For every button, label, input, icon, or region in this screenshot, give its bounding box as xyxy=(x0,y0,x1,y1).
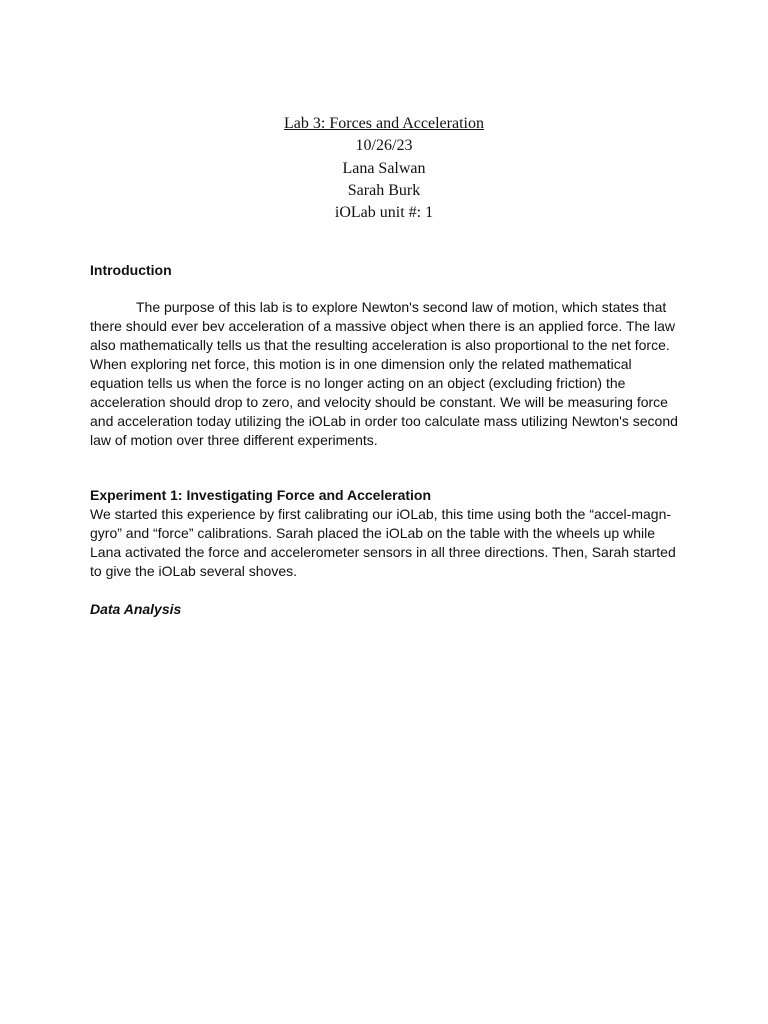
unit-number: iOLab unit #: 1 xyxy=(334,204,434,222)
title-block xyxy=(0,113,768,224)
document-date: 10/26/23 xyxy=(355,137,413,155)
author-name: Lana Salwan xyxy=(342,159,426,177)
author-name: Sarah Burk xyxy=(347,181,421,199)
experiment-1-heading: Experiment 1: Investigating Force and Acceleration xyxy=(90,487,432,503)
experiment-1-paragraph: We started this experience by first calibrating our iOLab, this time using both the “accel-magn-gyro” and “force” calibrations. Sarah placed the iOLab on the table with the wheels up while Lana activated the force and accelerometer sensors in all three directions. Then, Sarah started to give the iOLab several shoves. xyxy=(90,506,676,579)
introduction-heading: Introduction xyxy=(90,262,172,278)
document-title: Lab 3: Forces and Acceleration xyxy=(284,115,484,132)
introduction-paragraph: The purpose of this lab is to explore Newton's second law of motion, which states that there should ever bev acceleration of a massive object when there is an applied force. The law also mathematically tells us that the resulting acceleration is also proportional to the net force. When exploring net force, this motion is in one dimension only the related mathematical equation tells us when the force is no longer acting on an object (excluding friction) the acceleration should drop to zero, and velocity should be constant. We will be measuring force and acceleration today utilizing the iOLab in order too calculate mass utilizing Newton's second law of motion over three different experiments. xyxy=(90,299,678,448)
data-analysis-heading: Data Analysis xyxy=(90,601,182,617)
